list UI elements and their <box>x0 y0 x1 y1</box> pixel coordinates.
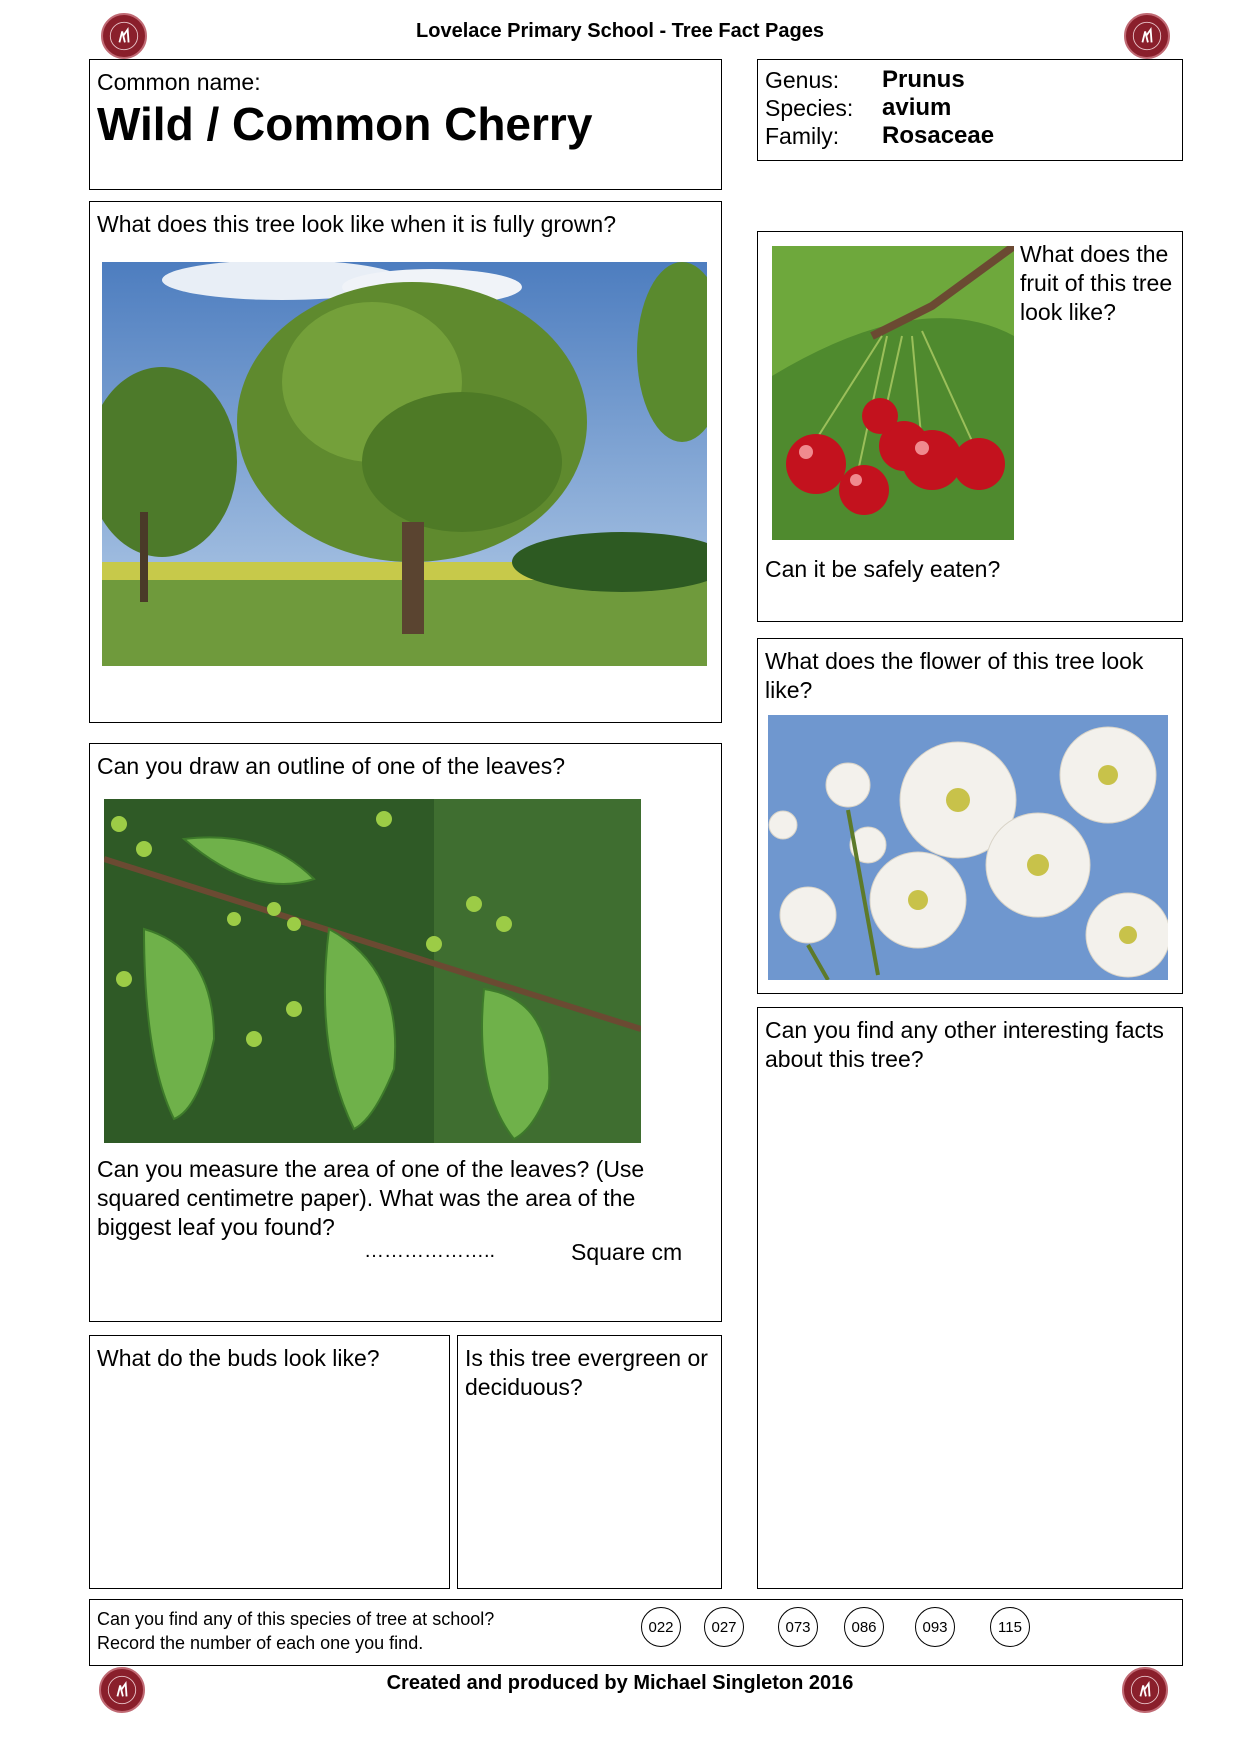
area-answer-dots: ……………….. <box>364 1240 496 1262</box>
leaves-area-question: Can you measure the area of one of the leaves? (Use squared centimetre paper). What was the area of the biggest leaf you found? <box>97 1156 645 1240</box>
school-logo-icon <box>1124 13 1170 59</box>
classification-box <box>757 59 1183 161</box>
leaves-photo <box>104 799 641 1143</box>
tree-number-circle: 093 <box>915 1607 955 1647</box>
tree-number-circle: 086 <box>844 1607 884 1647</box>
tree-number-circle: 022 <box>641 1607 681 1647</box>
buds-section <box>89 1335 450 1589</box>
school-record-line2: Record the number of each one you find. <box>97 1633 424 1653</box>
page-header-title: Lovelace Primary School - Tree Fact Pages <box>416 20 824 42</box>
buds-question: What do the buds look like? <box>97 1345 380 1371</box>
footer-credit: Created and produced by Michael Singleton 2016 <box>386 1672 854 1694</box>
species-value: avium <box>882 94 952 121</box>
family-value: Rosaceae <box>882 122 995 149</box>
evergreen-section <box>457 1335 722 1589</box>
school-record-line1: Can you find any of this species of tree at school? <box>97 1609 495 1629</box>
tree-number-circle: 073 <box>778 1607 818 1647</box>
common-name-box <box>89 59 722 190</box>
tree-section <box>89 201 722 723</box>
tree-photo <box>102 262 707 666</box>
school-logo-icon <box>1122 1667 1168 1713</box>
leaves-section <box>89 743 722 1322</box>
facts-question: Can you find any other interesting facts about this tree? <box>765 1017 1164 1072</box>
common-name-label: Common name: <box>97 69 261 95</box>
area-unit: Square cm <box>571 1239 683 1265</box>
tree-number-circle: 027 <box>704 1607 744 1647</box>
tree-question: What does this tree look like when it is fully grown? <box>97 211 617 237</box>
flower-question: What does the flower of this tree look like? <box>765 648 1144 703</box>
fruit-section <box>757 231 1183 622</box>
leaves-question: Can you draw an outline of one of the leaves? <box>97 753 565 779</box>
evergreen-question: Is this tree evergreen or deciduous? <box>465 1345 708 1400</box>
facts-section <box>757 1007 1183 1589</box>
family-label: Family: <box>765 123 840 149</box>
species-label: Species: <box>765 95 854 121</box>
genus-value: Prunus <box>882 66 965 93</box>
fruit-photo <box>772 246 1014 540</box>
fruit-question: What does the fruit of this tree look like? <box>1020 241 1173 325</box>
fruit-safety-question: Can it be safely eaten? <box>765 556 1001 582</box>
genus-label: Genus: <box>765 67 840 93</box>
flower-photo <box>768 715 1168 980</box>
tree-number-circle: 115 <box>990 1607 1030 1647</box>
flower-section <box>757 638 1183 994</box>
common-name-value: Wild / Common Cherry <box>97 98 593 150</box>
